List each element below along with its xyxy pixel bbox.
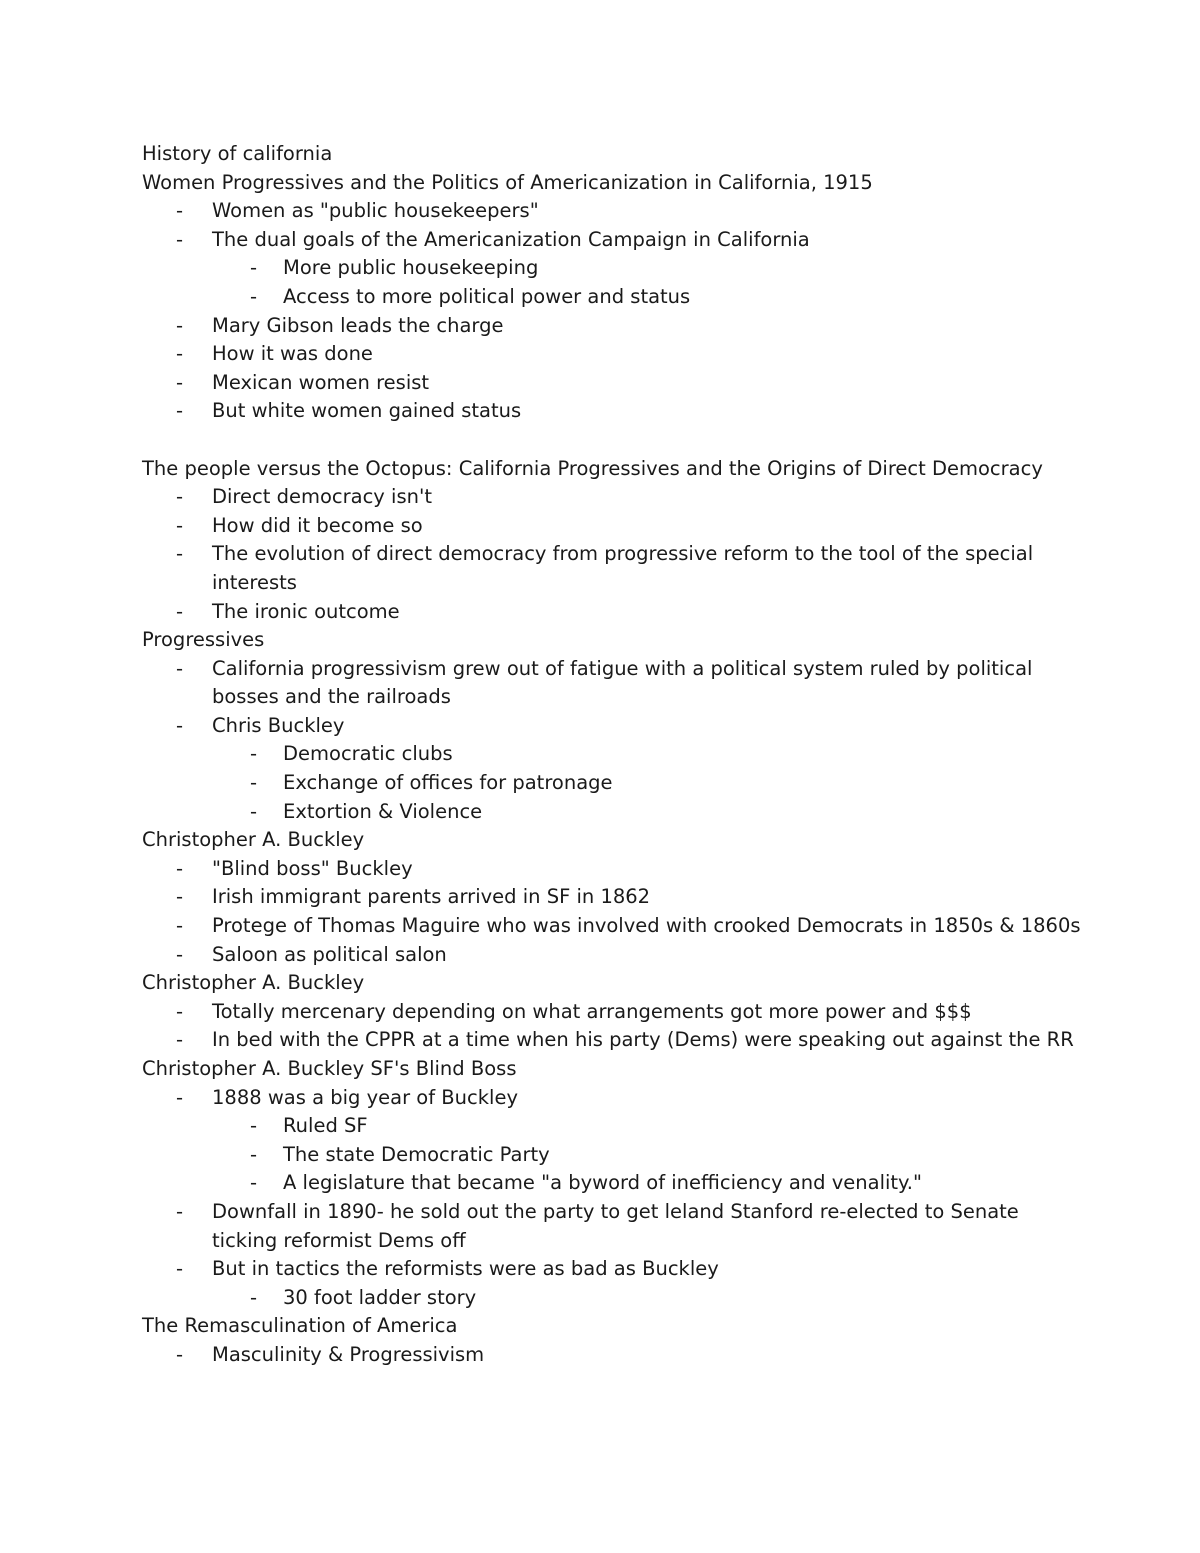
line-text: The ironic outcome (212, 599, 400, 623)
line-text: Christopher A. Buckley SF's Blind Boss (142, 1057, 517, 1080)
list-item (142, 226, 1082, 255)
list-item (142, 883, 1082, 912)
line-text: The state Democratic Party (283, 1142, 550, 1166)
list-item (142, 197, 1082, 226)
section-heading (142, 169, 1082, 198)
line-text: The Remasculination of America (142, 1314, 458, 1338)
sub-list-item (142, 740, 1082, 769)
line-text: Women Progressives and the Politics of Americanization in California, 1915 (142, 170, 873, 194)
bullet-dash: - (250, 284, 258, 308)
line-text: The people versus the Octopus: California Progressives and the Origins of Direct Democracy (142, 456, 1043, 480)
line-text: Irish immigrant parents arrived in SF in 1862 (212, 885, 651, 909)
line-text: But in tactics the reformists were as bad as Buckley (212, 1257, 719, 1281)
line-text: Chris Buckley (212, 713, 345, 737)
list-item (142, 855, 1082, 884)
line-text: A legislature that became "a byword of inefficiency and venality." (283, 1171, 922, 1195)
bullet-dash: - (176, 713, 184, 737)
sub-list-item (142, 254, 1082, 283)
line-text: Democratic clubs (283, 742, 453, 766)
sub-list-item (142, 1112, 1082, 1141)
list-item (142, 312, 1082, 341)
bullet-dash: - (176, 370, 184, 394)
bullet-dash: - (250, 1171, 258, 1195)
bullet-dash: - (176, 942, 184, 966)
bullet-dash: - (176, 914, 184, 938)
line-text: Mexican women resist (212, 370, 430, 394)
bullet-dash: - (250, 799, 258, 823)
line-text: Access to more political power and status (283, 284, 691, 308)
list-item (142, 1198, 1082, 1255)
list-item (142, 369, 1082, 398)
list-item (142, 340, 1082, 369)
line-text: More public housekeeping (283, 256, 539, 280)
list-item (142, 1341, 1082, 1370)
bullet-dash: - (250, 771, 258, 795)
line-text: Progressives (142, 628, 265, 652)
bullet-dash: - (176, 599, 184, 623)
line-text: Exchange of offices for patronage (283, 771, 613, 795)
line-text: In bed with the CPPR at a time when his party (Dems) were speaking out against the RR (212, 1028, 1074, 1052)
line-text: But white women gained status (212, 399, 522, 423)
bullet-dash: - (176, 1257, 184, 1281)
bullet-dash: - (176, 1085, 184, 1109)
section-heading (142, 455, 1082, 484)
sub-list-item (142, 769, 1082, 798)
bullet-dash: - (176, 513, 184, 537)
bullet-dash: - (176, 1028, 184, 1052)
bullet-dash: - (176, 485, 184, 509)
bullet-dash: - (250, 1285, 258, 1309)
list-item (142, 1026, 1082, 1055)
line-text: How it was done (212, 342, 373, 366)
line-text: Protege of Thomas Maguire who was involved with crooked Democrats in 1850s & 1860s (212, 914, 1081, 938)
list-item (142, 655, 1082, 712)
bullet-dash: - (176, 856, 184, 880)
sub-list-item (142, 798, 1082, 827)
bullet-dash: - (176, 542, 184, 566)
list-item (142, 998, 1082, 1027)
bullet-dash: - (176, 885, 184, 909)
bullet-dash: - (250, 1114, 258, 1138)
list-item (142, 483, 1082, 512)
line-text: 30 foot ladder story (283, 1285, 477, 1309)
blank-line (142, 426, 1082, 455)
bullet-dash: - (250, 742, 258, 766)
bullet-dash: - (176, 342, 184, 366)
section-heading (142, 826, 1082, 855)
section-heading (142, 969, 1082, 998)
bullet-dash: - (176, 656, 184, 680)
list-item (142, 598, 1082, 627)
line-text: The dual goals of the Americanization Campaign in California (212, 227, 810, 251)
line-text: Ruled SF (283, 1114, 368, 1138)
line-text: Extortion & Violence (283, 799, 483, 823)
list-item (142, 1084, 1082, 1113)
line-text: "Blind boss" Buckley (212, 856, 413, 880)
bullet-dash: - (250, 256, 258, 280)
bullet-dash: - (176, 1199, 184, 1223)
sub-list-item (142, 1284, 1082, 1313)
list-item (142, 397, 1082, 426)
line-text: Totally mercenary depending on what arrangements got more power and $$$ (212, 999, 972, 1023)
list-item (142, 912, 1082, 941)
list-item (142, 941, 1082, 970)
list-item (142, 1255, 1082, 1284)
sub-list-item (142, 1169, 1082, 1198)
line-text: Christopher A. Buckley (142, 971, 365, 995)
list-item (142, 712, 1082, 741)
line-text: Saloon as political salon (212, 942, 447, 966)
sub-list-item (142, 283, 1082, 312)
bullet-dash: - (176, 199, 184, 223)
line-text: Christopher A. Buckley (142, 828, 365, 852)
bullet-dash: - (250, 1142, 258, 1166)
section-heading (142, 1312, 1082, 1341)
line-text: Mary Gibson leads the charge (212, 313, 504, 337)
line-text: History of california (142, 142, 333, 165)
list-item (142, 512, 1082, 541)
line-text: Women as "public housekeepers" (212, 199, 539, 223)
line-text: Downfall in 1890- he sold out the party to get leland Stanford re-elected to Senate ticking reformist Dems off (212, 1199, 1019, 1252)
document-body (142, 140, 1082, 1370)
section-heading (142, 140, 1082, 169)
line-text: California progressivism grew out of fatigue with a political system ruled by political bosses and the railroads (212, 656, 1033, 709)
line-text: Masculinity & Progressivism (212, 1342, 485, 1366)
bullet-dash: - (176, 1342, 184, 1366)
section-heading (142, 626, 1082, 655)
sub-list-item (142, 1141, 1082, 1170)
line-text: 1888 was a big year of Buckley (212, 1085, 519, 1109)
bullet-dash: - (176, 999, 184, 1023)
line-text: How did it become so (212, 513, 423, 537)
bullet-dash: - (176, 313, 184, 337)
line-text: The evolution of direct democracy from progressive reform to the tool of the special interests (212, 542, 1034, 594)
section-heading (142, 1055, 1082, 1084)
bullet-dash: - (176, 399, 184, 423)
bullet-dash: - (176, 227, 184, 251)
list-item (142, 540, 1082, 597)
line-text: Direct democracy isn't (212, 485, 432, 509)
